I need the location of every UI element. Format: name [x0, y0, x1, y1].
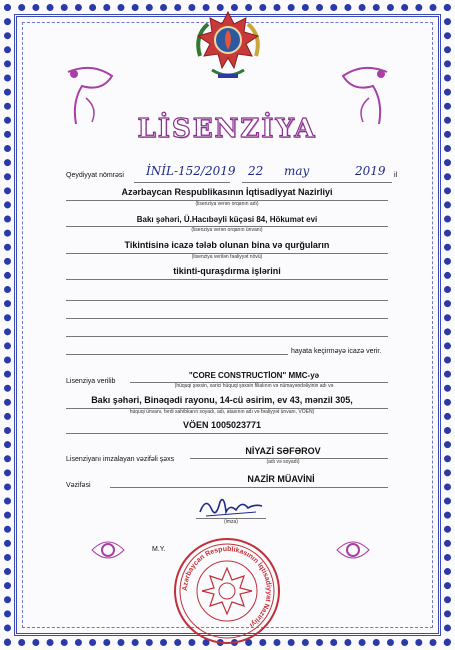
top-left-ornament-icon	[62, 62, 122, 132]
registration-date-year: 2019	[355, 164, 386, 178]
top-right-ornament-icon	[333, 62, 393, 132]
registration-date-month: may	[284, 164, 310, 178]
registration-number-line	[134, 182, 230, 183]
signatory-name-caption: (adı və soyadı)	[266, 459, 300, 465]
blank-line-4	[66, 354, 288, 355]
seal-label: M.Y.	[152, 546, 166, 553]
activity-line-2: tikinti-quraşdırma işlərini	[173, 266, 281, 276]
position-label: Vəzifəsi	[66, 482, 91, 489]
signature-caption: (imza)	[224, 519, 238, 525]
licensee-voen: VÖEN 1005023771	[182, 420, 262, 430]
registration-date-line	[242, 182, 392, 183]
licensee-name: "CORE CONSTRUCTİON" MMC-yə	[188, 371, 320, 380]
document-title: LİSENZİYA	[137, 114, 317, 144]
signatory-label: Lisenziyanı imzalayan vəzifəli şəxs	[66, 456, 175, 463]
registration-label: Qeydiyyat nömrəsi	[66, 172, 124, 179]
licensee-label: Lisenziya verilib	[66, 378, 116, 385]
signatory-position: NAZİR MÜAVİNİ	[247, 474, 315, 484]
position-line	[110, 487, 388, 488]
coat-of-arms-icon	[188, 6, 268, 88]
issuer-address: Bakı şəhəri, Ü.Hacıbəyli küçəsi 84, Hökumət evi	[136, 215, 318, 224]
registration-date-day: 22	[248, 164, 264, 178]
blank-line-1	[66, 300, 388, 301]
activity-line-1: Tikintisinə icazə tələb olunan bina və qurğuların	[124, 240, 330, 250]
licensee-name-caption: (hüquqi şəxsin, xarici hüquqi şəxsin filialının və nümayəndəliyinin adı və	[174, 383, 334, 389]
licensee-address-caption: hüquqi ünvanı, fərdi sahibkarın soyadı, adı, atasının adı və fəaliyyət ünvanı, VÖEN)	[129, 409, 315, 415]
stamp-ring-text: Azərbaycan Respublikasının İqtisadiyyat Nazirliyi	[181, 545, 273, 629]
activity-caption: (lisenziya verilən fəaliyyət növü)	[191, 254, 263, 260]
year-suffix: il	[394, 172, 398, 179]
issuer-address-caption: (lisenziya verən orqanın ünvanı)	[191, 227, 263, 233]
issuer-name-caption: (lisenziya verən orqanın adı)	[195, 201, 259, 207]
blank-line-3	[66, 336, 388, 337]
activity-line-2-rule	[66, 279, 388, 280]
handwritten-signature-icon	[196, 492, 266, 520]
blank-line-2	[66, 318, 388, 319]
svg-text:Azərbaycan Respublikasının İqt	[182, 546, 272, 628]
licensee-address: Bakı şəhəri, Binəqədi rayonu, 14-cü əsirim, ev 43, mənzil 305,	[91, 395, 353, 405]
issuer-name: Azərbaycan Respublikasının İqtisadiyyat Nazirliyi	[121, 187, 333, 197]
licensee-voen-line	[66, 433, 388, 434]
signatory-name: NİYAZİ SƏFƏROV	[245, 446, 321, 456]
registration-number: İNİL-152/2019	[146, 164, 236, 178]
bottom-left-ornament-icon	[88, 530, 128, 570]
bottom-right-ornament-icon	[333, 530, 373, 570]
permission-text: hayata keçirməyə icazə verir.	[291, 348, 382, 355]
official-stamp-icon	[172, 536, 282, 646]
